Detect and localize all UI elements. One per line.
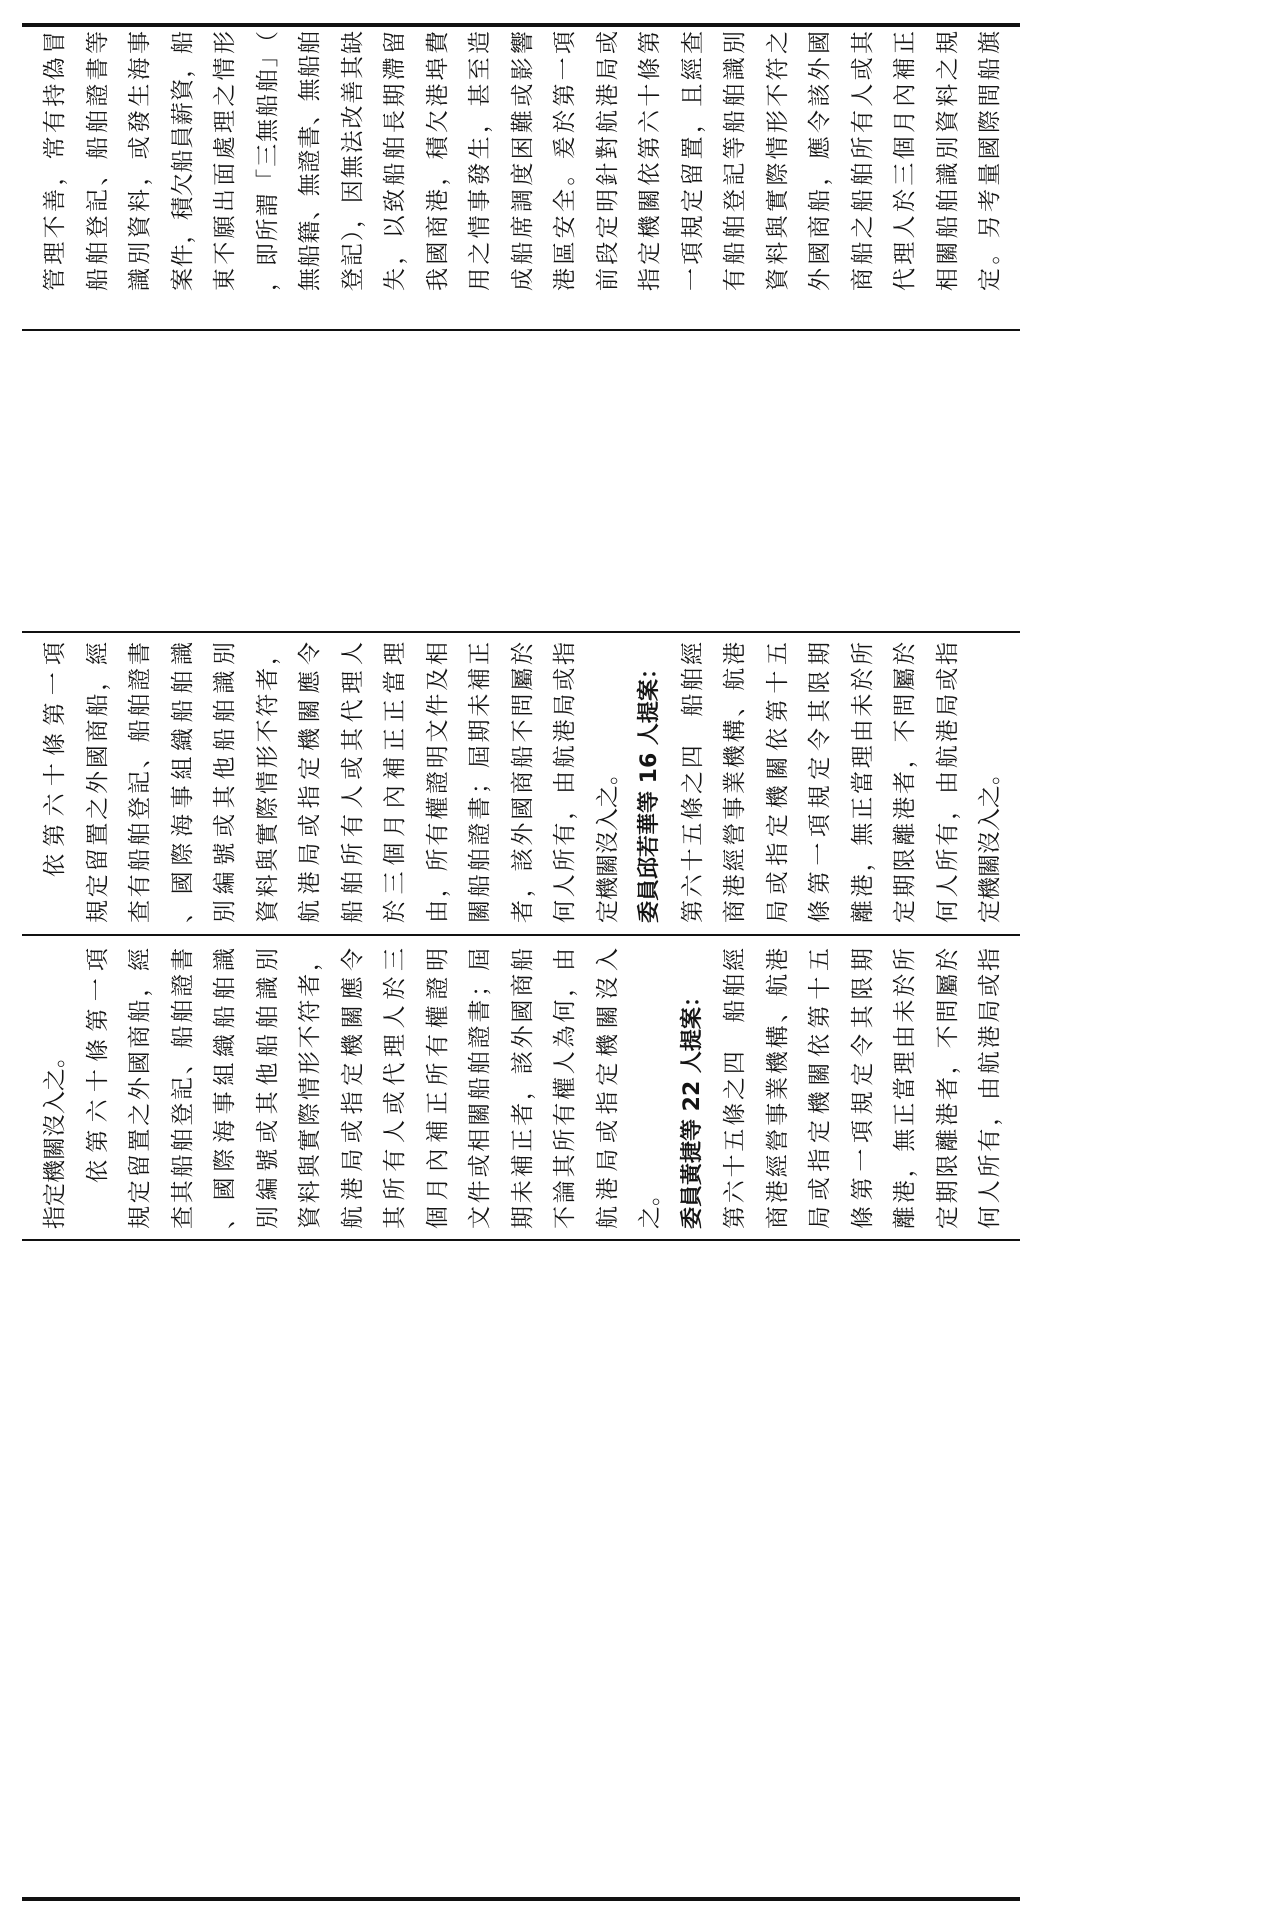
text-line: 無船籍、無證書、無船舶: [297, 31, 323, 291]
text-line: 管理不善，常有持偽冒: [42, 31, 68, 291]
text-line: 案件，積欠船員薪資，船: [169, 31, 196, 291]
text-line: 航港局或指定機關應令: [339, 948, 366, 1229]
text-line: 條第一項規定令其限期: [807, 642, 833, 923]
text-line: 局或指定機關依第十五: [764, 642, 791, 923]
text-line: 登記），因無法改善其缺: [339, 31, 366, 291]
paragraph-end-line: 指定機關沒入之。: [42, 1045, 68, 1229]
paragraph-end-line: 定機關沒入之。: [594, 762, 621, 923]
text-line: 資料與實際情形不符者，: [254, 642, 281, 923]
paragraph-start-line: 依第六十條第一項: [84, 948, 111, 1183]
text-line: 定期限離港者，不問屬於: [934, 948, 961, 1229]
text-line: 航港局或指定機關沒入: [594, 948, 621, 1229]
proposal-text-block: [34, 948, 1012, 1229]
text-line: 關船舶證書；屆期未補正: [467, 642, 493, 923]
column-rule: [22, 934, 1020, 936]
proposal-text-block: [34, 642, 1012, 923]
text-line: 船舶登記、船舶證書等: [84, 31, 111, 291]
text-line: 離港，無正當理由未於所: [892, 948, 918, 1229]
text-line: 文件或相關船舶證書；屆: [467, 948, 493, 1229]
text-line: ，即所謂「三無船舶」（: [254, 31, 281, 291]
text-line: 商港經營事業機構、航港: [764, 948, 791, 1229]
text-line: 港區安全。爰於第一項: [552, 31, 578, 291]
text-line: 資料與實際情形不符者，: [297, 948, 323, 1229]
text-line: 相關船舶識別資料之規: [934, 31, 961, 291]
text-line: 其所有人或代理人於三: [382, 948, 408, 1229]
proposal-heading: 委員黃捷等 22 人提案：: [679, 985, 705, 1229]
text-line: 、國際海事組織船舶識: [212, 948, 238, 1229]
text-line: 有船舶登記等船舶識別: [722, 31, 748, 291]
text-line: 船舶所有人或其代理人: [339, 642, 366, 923]
text-line: 規定留置之外國商船，經: [84, 642, 111, 923]
page-border-rule: [22, 23, 1020, 27]
column-rule: [22, 631, 1020, 633]
text-line: 代理人於三個月內補正: [892, 31, 918, 291]
text-line: 局或指定機關依第十五: [807, 948, 833, 1229]
text-line: 定期限離港者，不問屬於: [892, 642, 918, 923]
text-line: 查其船舶登記、船舶證書: [169, 948, 196, 1229]
text-line: 離港，無正當理由未於所: [849, 642, 876, 923]
text-line: 由，所有權證明文件及相: [424, 642, 451, 923]
text-line: 於三個月內補正正當理: [382, 642, 408, 923]
paragraph-end-line: 之。: [637, 1183, 663, 1229]
proposal-heading: 委員邱若華等 16 人提案：: [637, 657, 662, 923]
text-line: 何人所有，由航港局或指: [552, 642, 578, 923]
text-line: 失，以致船舶長期滯留: [382, 31, 408, 291]
text-line: 查有船舶登記、船舶證書: [127, 642, 153, 923]
text-line: 前段定明針對航港局或: [594, 31, 621, 291]
text-line: 我國商港，積欠港埠費: [424, 31, 451, 291]
column-rule: [22, 329, 1020, 331]
text-line: 者，該外國商船不問屬於: [509, 642, 536, 923]
text-line: 、國際海事組織船舶識: [169, 642, 196, 923]
text-line: 規定留置之外國商船，經: [127, 948, 153, 1229]
text-line: 何人所有，由航港局或指: [977, 948, 1003, 1229]
text-line: 條第一項規定令其限期: [849, 948, 876, 1229]
text-line: 個月內補正所有權證明: [424, 948, 451, 1229]
text-line: 別編號或其他船舶識別: [254, 948, 281, 1229]
text-line: 第六十五條之四 船舶經: [722, 948, 748, 1229]
text-line: 商港經營事業機構、航港: [722, 642, 748, 923]
text-line: 商船之船舶所有人或其: [849, 31, 876, 291]
text-line: 期未補正者，該外國商船: [509, 948, 536, 1229]
text-line: 不論其所有權人為何，由: [552, 948, 578, 1229]
explanation-text-block: [34, 31, 1012, 291]
text-line: 定。另考量國際間船旗: [977, 31, 1003, 291]
text-line: 東不願出面處理之情形: [212, 31, 238, 291]
text-line: 識別資料，或發生海事: [127, 31, 153, 291]
text-line: 別編號或其他船舶識別: [212, 642, 238, 923]
text-line: 成船席調度困難或影響: [509, 31, 536, 291]
page-border-rule: [22, 1897, 1020, 1901]
text-line: 外國商船，應令該外國: [807, 31, 833, 291]
text-line: 一項規定留置，且經查: [679, 31, 706, 291]
column-rule: [22, 1239, 1020, 1241]
text-line: 指定機關依第六十條第: [637, 31, 663, 291]
text-line: 用之情事發生，甚至造: [467, 31, 493, 291]
paragraph-start-line: 依第六十條第一項: [42, 642, 68, 877]
text-line: 第六十五條之四 船舶經: [679, 642, 706, 923]
paragraph-end-line: 定機關沒入之。: [977, 762, 1003, 923]
text-line: 航港局或指定機關應令: [297, 642, 323, 923]
text-line: 資料與實際情形不符之: [764, 31, 791, 291]
text-line: 何人所有，由航港局或指: [934, 642, 961, 923]
